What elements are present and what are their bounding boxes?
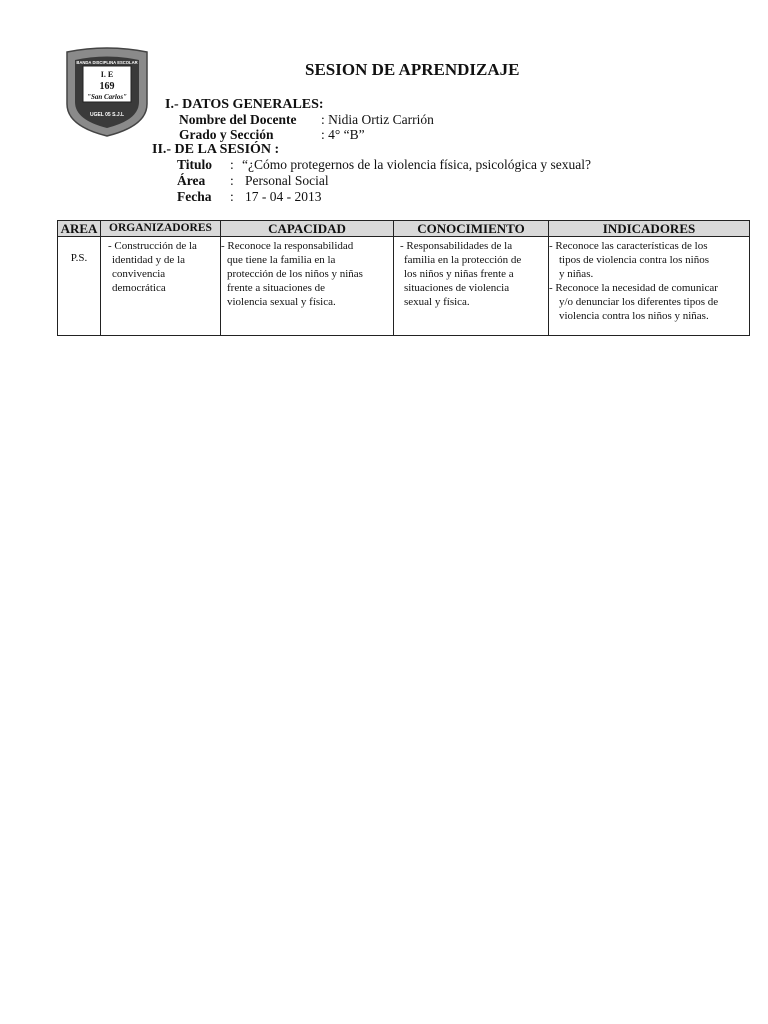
area-value: Personal Social bbox=[245, 173, 329, 188]
docente-value: : Nidia Ortiz Carrión bbox=[321, 112, 434, 127]
organizadores-line: democrática bbox=[112, 282, 166, 294]
header-conocimiento: CONOCIMIENTO bbox=[394, 221, 549, 237]
emblem-number-text: 169 bbox=[99, 81, 115, 92]
conocimiento-line: - Responsabilidades de la bbox=[400, 240, 513, 252]
capacidad-line: frente a situaciones de bbox=[227, 282, 326, 294]
capacidad-line: que tiene la familia en la bbox=[227, 254, 336, 266]
table-row bbox=[58, 237, 750, 336]
session-table bbox=[57, 220, 750, 336]
titulo-value: “¿Cómo protegernos de la violencia física, psicológica y sexual? bbox=[242, 157, 592, 172]
titulo-colon: : bbox=[230, 157, 234, 172]
indicadores-line: - Reconoce las características de los bbox=[549, 240, 708, 252]
indicadores-line: y niñas. bbox=[559, 268, 594, 280]
emblem-name-text: "San Carlos" bbox=[87, 93, 127, 101]
docente-label: Nombre del Docente bbox=[179, 112, 297, 127]
cell-indicadores bbox=[549, 237, 750, 336]
section-sesion-heading: II.- DE LA SESIÓN : bbox=[152, 142, 280, 157]
header-area: AREA bbox=[58, 221, 101, 237]
conocimiento-line: los niños y niñas frente a bbox=[404, 268, 514, 280]
organizadores-line: identidad y de la bbox=[112, 254, 186, 266]
emblem-bottom-text: UGEL 05 S.J.L bbox=[89, 112, 125, 118]
indicadores-line: tipos de violencia contra los niños bbox=[559, 254, 709, 266]
conocimiento-line: sexual y física. bbox=[404, 296, 470, 308]
capacidad-line: protección de los niños y niñas bbox=[227, 268, 363, 280]
fecha-label: Fecha bbox=[177, 189, 212, 204]
table-header-row bbox=[58, 221, 750, 237]
grado-label: Grado y Sección bbox=[179, 127, 274, 142]
cell-capacidad bbox=[221, 237, 394, 336]
page-title: SESION DE APRENDIZAJE bbox=[305, 60, 520, 79]
header-organizadores: ORGANIZADORES bbox=[101, 221, 221, 237]
capacidad-line: violencia sexual y física. bbox=[227, 296, 336, 308]
section-datos-generales-heading: I.- DATOS GENERALES: bbox=[165, 97, 324, 112]
indicadores-line: y/o denunciar los diferentes tipos de bbox=[559, 296, 719, 308]
cell-organizadores bbox=[101, 237, 221, 336]
cell-area: P.S. bbox=[58, 237, 101, 336]
grado-value: : 4° “B” bbox=[321, 127, 365, 142]
indicadores-line: - Reconoce la necesidad de comunicar bbox=[549, 282, 718, 294]
school-emblem-logo bbox=[61, 46, 153, 138]
conocimiento-line: situaciones de violencia bbox=[404, 282, 510, 294]
header-capacidad: CAPACIDAD bbox=[221, 221, 394, 237]
area-colon: : bbox=[230, 173, 234, 188]
header-indicadores: INDICADORES bbox=[549, 221, 750, 237]
emblem-top-text: BANDA DISCIPLINA ESCOLAR bbox=[76, 60, 138, 65]
fecha-value: 17 - 04 - 2013 bbox=[245, 189, 322, 204]
area-label: Área bbox=[177, 173, 206, 188]
emblem-ie-text: I. E bbox=[100, 70, 114, 79]
cell-conocimiento bbox=[394, 237, 549, 336]
organizadores-line: - Construcción de la bbox=[108, 240, 197, 252]
indicadores-line: violencia contra los niños y niñas. bbox=[559, 310, 709, 322]
titulo-label: Titulo bbox=[177, 157, 213, 172]
conocimiento-line: familia en la protección de bbox=[404, 254, 522, 266]
capacidad-line: - Reconoce la responsabilidad bbox=[221, 240, 354, 252]
organizadores-line: convivencia bbox=[112, 268, 166, 280]
fecha-colon: : bbox=[230, 189, 234, 204]
